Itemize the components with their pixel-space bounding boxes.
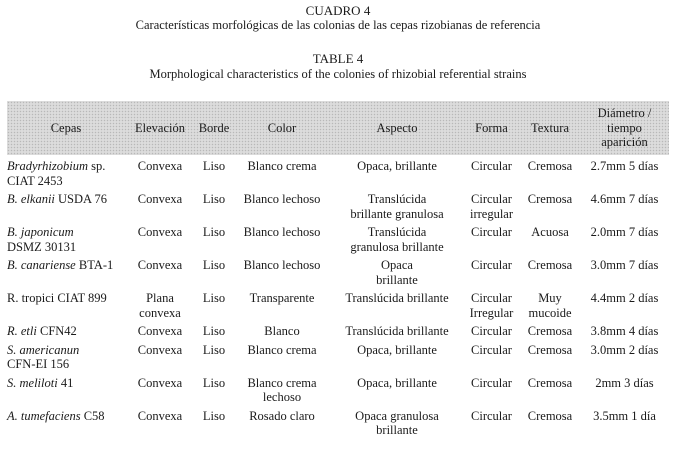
forma-value: Circular <box>471 375 512 390</box>
strain-name <box>7 192 122 207</box>
strain-genus-species: B. japonicum <box>7 225 74 239</box>
table-row <box>7 155 669 189</box>
color-cell <box>233 321 331 340</box>
elevacion-cell <box>125 222 195 255</box>
table-label-es: CUADRO 4 <box>305 3 371 18</box>
strain-genus-species: Bradyrhizobium <box>7 159 89 173</box>
elevacion-value: Convexa <box>137 375 183 390</box>
table-row <box>7 340 669 373</box>
aspecto-cell <box>331 222 463 255</box>
color-cell <box>233 155 331 189</box>
textura-value: Muy <box>538 291 562 305</box>
borde-cell <box>195 321 233 340</box>
header-color: Color <box>267 120 297 135</box>
diametro-value: 3.5mm 1 día <box>593 408 656 423</box>
table-row <box>7 373 669 406</box>
strain-genus-species: S. meliloti <box>7 375 58 390</box>
forma-value-line2: irregular <box>469 206 514 221</box>
diametro-cell <box>580 406 669 439</box>
color-value: Rosado claro <box>249 408 315 423</box>
table-row <box>7 222 669 255</box>
borde-cell <box>195 255 233 288</box>
strain-identifier: 41 <box>57 375 74 390</box>
elevacion-cell <box>125 340 195 373</box>
elevacion-value: Convexa <box>137 324 183 338</box>
color-cell <box>233 340 331 373</box>
diametro-cell <box>580 222 669 255</box>
color-value: Blanco crema <box>247 159 317 173</box>
textura-value: Cremosa <box>527 342 573 357</box>
table-title-es: Características morfológicas de las colonias de las cepas rizobianas de referencia <box>135 18 541 32</box>
diametro-value: 2mm 3 días <box>595 375 654 390</box>
strain-name <box>7 159 122 174</box>
diametro-value: 4.4mm 2 días <box>590 291 659 305</box>
forma-value: Circular <box>471 159 512 173</box>
color-value: Blanco <box>264 324 300 338</box>
header-textura: Textura <box>531 120 569 135</box>
morphology-table <box>7 101 669 439</box>
forma-value: Circular <box>471 342 512 357</box>
aspecto-value-line2: brillante <box>376 272 418 287</box>
textura-value: Cremosa <box>527 258 573 272</box>
header-diametro <box>580 101 669 155</box>
aspecto-value-line2: granulosa brillante <box>350 239 444 254</box>
header-elevacion: Elevación <box>135 120 185 135</box>
diametro-value: 3.8mm 4 días <box>590 324 659 338</box>
borde-cell <box>195 155 233 189</box>
forma-value: Circular <box>471 192 512 206</box>
aspecto-value: Opaca, brillante <box>357 342 437 357</box>
strain-name <box>7 409 122 424</box>
elevacion-value: Plana <box>146 291 174 305</box>
aspecto-cell <box>331 155 463 189</box>
diametro-cell <box>580 340 669 373</box>
table-label-en: TABLE 4 <box>312 51 364 66</box>
color-cell <box>233 288 331 321</box>
aspecto-cell <box>331 373 463 406</box>
textura-cell <box>520 155 580 189</box>
borde-value: Liso <box>202 192 226 206</box>
elevacion-cell <box>125 373 195 406</box>
diametro-cell <box>580 288 669 321</box>
strain-name <box>7 376 122 391</box>
elevacion-cell <box>125 288 195 321</box>
aspecto-value-line2: brillante <box>376 423 418 437</box>
textura-value: Cremosa <box>527 159 573 173</box>
table-row <box>7 189 669 222</box>
aspecto-value: Opaca <box>381 258 413 272</box>
diametro-cell <box>580 255 669 288</box>
strain-identifier: C58 <box>80 408 105 423</box>
diametro-value: 2.0mm 7 días <box>590 225 659 239</box>
strain-identifier: USDA 76 <box>54 192 107 206</box>
strain-genus-species: B. canariense <box>7 258 76 272</box>
forma-cell <box>463 155 520 189</box>
strain-identifier: BTA-1 <box>75 258 114 272</box>
forma-cell <box>463 373 520 406</box>
table-body <box>7 155 669 439</box>
textura-value: Acuosa <box>531 225 569 239</box>
forma-cell <box>463 406 520 439</box>
aspecto-cell <box>331 406 463 439</box>
header-diametro-line3: aparición <box>601 135 648 150</box>
diametro-value: 4.6mm 7 días <box>590 192 659 206</box>
color-cell <box>233 222 331 255</box>
strain-genus-species: B. elkanii <box>7 192 55 206</box>
elevacion-value: Convexa <box>137 342 183 357</box>
aspecto-cell <box>331 189 463 222</box>
elevacion-value: Convexa <box>137 225 183 239</box>
elevacion-value: Convexa <box>137 159 183 173</box>
strain-name <box>7 258 122 273</box>
strain-identifier-line2: DSMZ 30131 <box>7 239 77 254</box>
color-value: Blanco crema <box>247 375 317 390</box>
textura-cell <box>520 222 580 255</box>
strain-name <box>7 343 122 358</box>
elevacion-cell <box>125 321 195 340</box>
borde-value: Liso <box>202 408 226 423</box>
aspecto-cell <box>331 288 463 321</box>
color-value: Blanco lechoso <box>243 192 321 206</box>
strain-cell <box>7 155 125 189</box>
color-cell <box>233 255 331 288</box>
strain-identifier: R. tropici CIAT 899 <box>7 291 107 305</box>
table-row <box>7 255 669 288</box>
borde-cell <box>195 222 233 255</box>
color-value: Transparente <box>249 291 315 305</box>
forma-value-line2: Irregular <box>469 305 514 320</box>
header-diametro-line2: tiempo <box>607 120 642 135</box>
forma-value: Circular <box>471 408 512 423</box>
aspecto-value-line2: brillante granulosa <box>350 206 444 221</box>
table-title-en: Morphological characteristics of the colonies of rhizobial referential strains <box>149 67 527 81</box>
aspecto-cell <box>331 321 463 340</box>
header-aspecto: Aspecto <box>376 120 418 135</box>
table-header <box>7 101 669 155</box>
forma-cell <box>463 189 520 222</box>
color-cell <box>233 406 331 439</box>
borde-value: Liso <box>202 324 226 338</box>
strain-name <box>7 291 122 306</box>
strain-cell <box>7 373 125 406</box>
header-borde: Borde <box>198 120 230 135</box>
elevacion-value: Convexa <box>137 408 183 423</box>
textura-cell <box>520 255 580 288</box>
borde-value: Liso <box>202 375 226 390</box>
forma-value: Circular <box>471 291 512 305</box>
color-value: Blanco lechoso <box>243 225 321 239</box>
table-row <box>7 321 669 340</box>
forma-cell <box>463 340 520 373</box>
borde-cell <box>195 373 233 406</box>
table-row <box>7 406 669 439</box>
textura-value: Cremosa <box>527 192 573 206</box>
strain-cell <box>7 340 125 373</box>
elevacion-value-line2: convexa <box>139 305 181 320</box>
textura-cell <box>520 189 580 222</box>
diametro-cell <box>580 321 669 340</box>
elevacion-value: Convexa <box>137 192 183 206</box>
strain-genus-species: A. tumefaciens <box>7 408 81 423</box>
diametro-value: 2.7mm 5 días <box>590 159 659 173</box>
elevacion-cell <box>125 255 195 288</box>
forma-value: Circular <box>471 258 512 272</box>
diametro-cell <box>580 373 669 406</box>
aspecto-value: Translúcida <box>367 225 427 239</box>
borde-cell <box>195 340 233 373</box>
strain-name <box>7 324 122 339</box>
header-forma: Forma <box>475 120 508 135</box>
color-value: Blanco lechoso <box>243 258 321 272</box>
textura-value: Cremosa <box>527 408 573 423</box>
strain-cell <box>7 222 125 255</box>
strain-genus-species: R. etli <box>7 324 37 338</box>
diametro-cell <box>580 189 669 222</box>
strain-name <box>7 225 122 240</box>
aspecto-value: Opaca granulosa <box>355 408 439 423</box>
forma-cell <box>463 222 520 255</box>
diametro-value: 3.0mm 7 días <box>590 258 659 272</box>
header-diametro-line1: Diámetro / <box>597 106 652 121</box>
aspecto-value: Translúcida <box>367 192 427 206</box>
aspecto-cell <box>331 255 463 288</box>
forma-value: Circular <box>471 324 512 338</box>
color-cell <box>233 373 331 406</box>
borde-value: Liso <box>202 291 226 305</box>
strain-cell <box>7 288 125 321</box>
textura-cell <box>520 406 580 439</box>
forma-cell <box>463 288 520 321</box>
aspecto-cell <box>331 340 463 373</box>
forma-cell <box>463 255 520 288</box>
aspecto-value: Opaca, brillante <box>357 375 437 390</box>
strain-cell <box>7 189 125 222</box>
elevacion-cell <box>125 189 195 222</box>
header-cepas: Cepas <box>50 120 82 135</box>
textura-cell <box>520 321 580 340</box>
forma-cell <box>463 321 520 340</box>
strain-genus-species: S. americanun <box>7 342 80 357</box>
strain-identifier-line2: CFN-EI 156 <box>7 357 70 371</box>
elevacion-value: Convexa <box>137 258 183 272</box>
textura-value: Cremosa <box>527 375 573 390</box>
strain-identifier: sp. <box>88 159 106 173</box>
textura-cell <box>520 340 580 373</box>
strain-cell <box>7 406 125 439</box>
borde-value: Liso <box>202 225 226 239</box>
textura-cell <box>520 288 580 321</box>
textura-value: Cremosa <box>527 324 573 338</box>
strain-identifier: CFN42 <box>36 324 77 338</box>
color-value-line2: lechoso <box>262 390 302 404</box>
forma-value: Circular <box>471 225 512 239</box>
textura-cell <box>520 373 580 406</box>
header-row <box>7 101 669 155</box>
borde-value: Liso <box>202 159 226 173</box>
aspecto-value: Translúcida brillante <box>345 324 449 338</box>
textura-value-line2: mucoide <box>528 305 572 320</box>
aspecto-value: Translúcida brillante <box>345 291 449 305</box>
borde-value: Liso <box>202 342 226 357</box>
borde-value: Liso <box>202 258 226 272</box>
strain-cell <box>7 255 125 288</box>
diametro-value: 3.0mm 2 días <box>590 342 659 357</box>
color-value: Blanco crema <box>247 342 317 357</box>
strain-identifier-line2: CIAT 2453 <box>7 173 63 188</box>
elevacion-cell <box>125 406 195 439</box>
elevacion-cell <box>125 155 195 189</box>
color-cell <box>233 189 331 222</box>
aspecto-value: Opaca, brillante <box>357 159 437 173</box>
strain-cell <box>7 321 125 340</box>
borde-cell <box>195 189 233 222</box>
diametro-cell <box>580 155 669 189</box>
table-row <box>7 288 669 321</box>
borde-cell <box>195 288 233 321</box>
borde-cell <box>195 406 233 439</box>
